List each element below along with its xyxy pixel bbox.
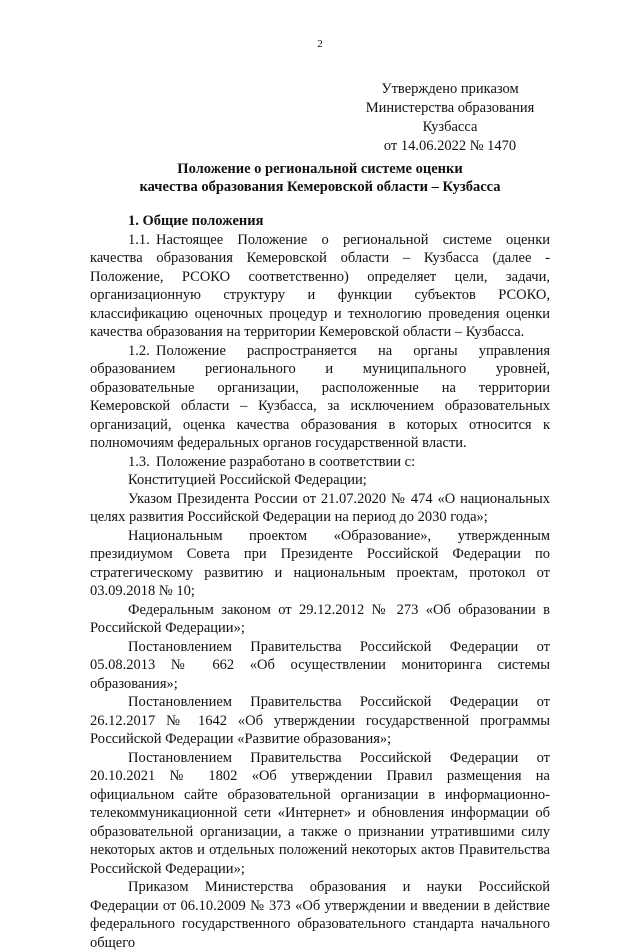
title-line-2: качества образования Кемеровской области – Кузбасса — [139, 179, 501, 195]
document-title — [90, 160, 550, 196]
list-item: Постановлением Правительства Российской Федерации от 26.12.2017 № 1642 «Об утверждении государственной программы Российской Федерации «Развитие образования»; — [90, 694, 550, 747]
title-line-1: Положение о региональной системе оценки — [177, 161, 463, 177]
paragraph-1-2 — [90, 342, 550, 453]
list-item: Национальным проектом «Образование», утвержденным президиумом Совета при Президенте Российской Федерации по стратегическому развитию и национальным проектам, протокол от 03.09.2018 № 10; — [90, 527, 550, 599]
paragraph-text: Положение разработано в соответствии с: — [156, 453, 416, 470]
document-body — [90, 212, 550, 952]
paragraph-number: 1.1. — [128, 231, 150, 248]
list-item: Приказом Министерства образования и науки Российской Федерации от 06.10.2009 № 373 «Об утверждении и введении в действие федерального государственного образовательного стандарта начального общего — [90, 879, 550, 951]
paragraph-text: Настоящее Положение о региональной системе оценки качества образования Кемеровской области – Кузбасса (далее - Положение, РСОКО соответственно) определяет цели, задачи, организационную структуру и функции субъектов РСОКО, классификацию оценочных процедур и технологию проведения оценки качества образования на территории Кемеровской области – Кузбасса. — [90, 231, 550, 340]
page-number: 2 — [317, 38, 323, 50]
paragraph-number: 1.2. — [128, 342, 150, 359]
paragraph-1-1 — [90, 231, 550, 342]
approval-line-1: Утверждено приказом — [381, 81, 519, 97]
paragraph-number: 1.3. — [128, 453, 150, 470]
paragraph-text: Положение распространяется на органы управления образованием регионального и муниципального уровней, образовательные организации, расположенные на территории Кемеровской области – Кузбасса, за исключением образовательных организаций, оценка качества образования в которых относится к полномочиям федеральных органов государственной власти. — [90, 342, 550, 451]
list-item: Конституцией Российской Федерации; — [128, 472, 367, 488]
paragraph-1-3 — [90, 453, 550, 472]
list-item: Постановлением Правительства Российской Федерации от 20.10.2021 № 1802 «Об утверждении Правил размещения на официальном сайте образовательной организации в информационно-телекоммуникационной сети «Интернет» и обновления информации об образовательной организации, а также о признании утратившими силу некоторых актов и отдельных положений некоторых актов Правительства Российской Федерации»; — [90, 749, 550, 877]
list-item: Федеральным законом от 29.12.2012 № 273 «Об образовании в Российской Федерации»; — [90, 601, 550, 636]
approval-line-2: Министерства образования Кузбасса — [365, 100, 535, 135]
list-item: Указом Президента России от 21.07.2020 № 474 «О национальных целях развития Российской Федерации на период до 2030 года»; — [90, 490, 550, 525]
section-heading: 1. Общие положения — [128, 213, 264, 229]
approval-block — [340, 80, 560, 156]
approval-line-3: от 14.06.2022 № 1470 — [383, 138, 517, 154]
list-item: Постановлением Правительства Российской Федерации от 05.08.2013 № 662 «Об осуществлении мониторинга системы образования»; — [90, 638, 550, 692]
